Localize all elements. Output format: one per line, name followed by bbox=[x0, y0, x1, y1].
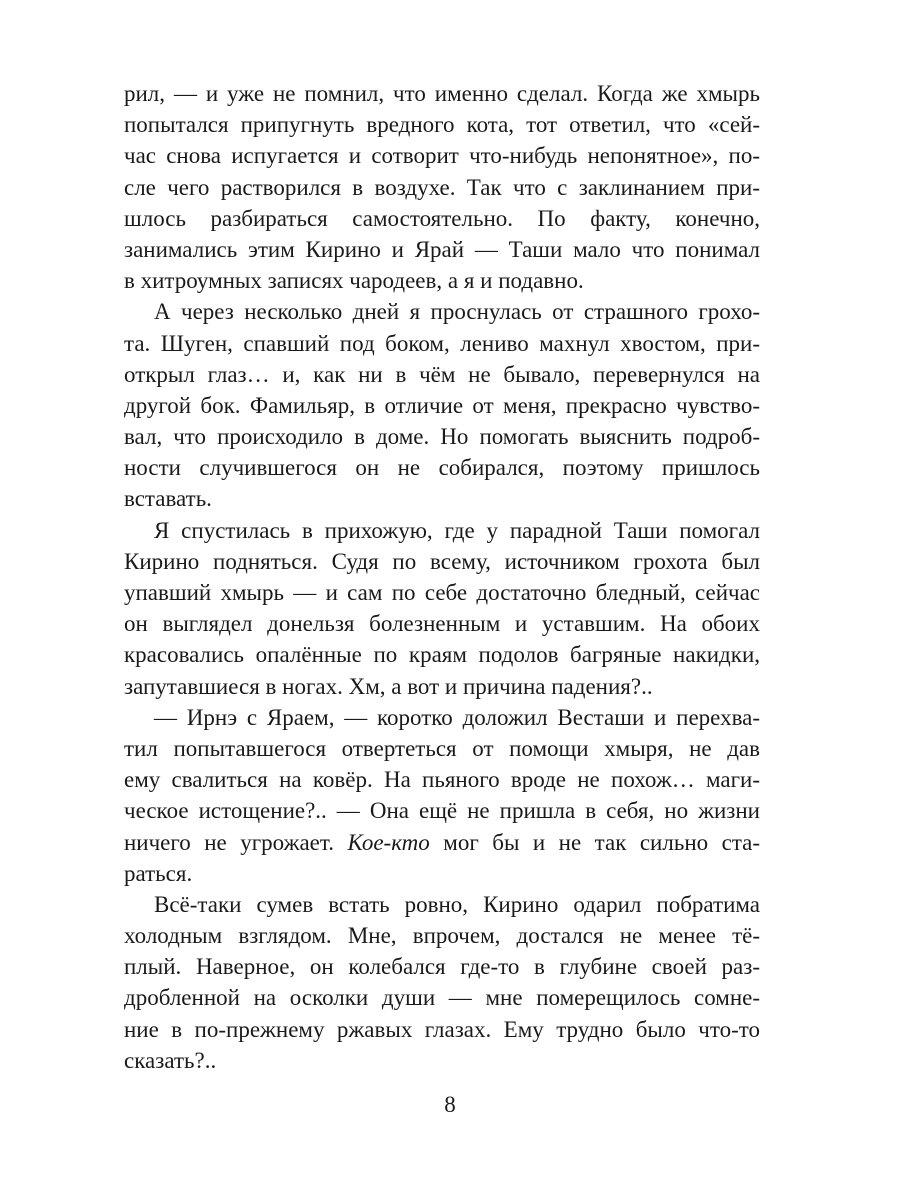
text-line: в хитроумных записях чародеев, а я и подавно. bbox=[124, 268, 584, 294]
text-line: другой бок. Фамильяр, в отличие от меня, прекрасно чувство- bbox=[124, 392, 760, 418]
text-fragment: ничего не угрожает. bbox=[124, 829, 334, 855]
text-line: час снова испугается и сотворит что-нибудь непонятное», по- bbox=[124, 143, 760, 169]
page-number: 8 bbox=[444, 1092, 456, 1117]
text-line: вставать. bbox=[124, 486, 212, 512]
text-line: ему свалиться на ковёр. На пьяного вроде не похож… маги- bbox=[124, 767, 760, 793]
italic-emphasis: Кое-кто bbox=[347, 829, 430, 855]
text-line: ческое истощение?.. — Она ещё не пришла в себя, но жизни bbox=[124, 798, 760, 824]
text-line: сле чего растворился в воздухе. Так что с заклинанием при- bbox=[124, 174, 760, 200]
text-line: Всё-таки сумев встать ровно, Кирино одарил побратима bbox=[154, 891, 760, 917]
text-line: вал, что происходило в доме. Но помогать выяснить подроб- bbox=[124, 424, 760, 450]
text-line: красовались опалённые по краям подолов багряные накидки, bbox=[124, 642, 760, 668]
text-line: сказать?.. bbox=[124, 1047, 217, 1073]
text-line: он выглядел донельзя болезненным и уставшим. На обоих bbox=[124, 611, 760, 637]
text-line-mixed bbox=[124, 827, 760, 858]
text-line: шлось разбираться самостоятельно. По факту, конечно, bbox=[124, 205, 760, 231]
text-line: запутавшиеся в ногах. Хм, а вот и причина падения?.. bbox=[124, 673, 653, 699]
text-line: та. Шуген, спавший под боком, лениво махнул хвостом, при- bbox=[124, 330, 760, 356]
text-line: тил попытавшегося отвертеться от помощи хмыря, не дав bbox=[124, 735, 760, 761]
text-line: — Ирнэ с Яраем, — коротко доложил Весташи и перехва- bbox=[154, 704, 760, 730]
text-line: А через несколько дней я проснулась от страшного грохо- bbox=[154, 299, 760, 325]
text-line: Кирино подняться. Судя по всему, источником грохота был bbox=[124, 548, 760, 574]
text-line: рил, — и уже не помнил, что именно сделал. Когда же хмырь bbox=[124, 81, 760, 106]
text-line: ности случившегося он не собирался, поэтому пришлось bbox=[124, 455, 760, 481]
text-line: дробленной на осколки души — мне померещилось сомне- bbox=[124, 985, 760, 1011]
text-line: открыл глаз… и, как ни в чём не бывало, перевернулся на bbox=[124, 361, 760, 387]
text-line: упавший хмырь — и сам по себе достаточно бледный, сейчас bbox=[124, 580, 760, 605]
text-line: занимались этим Кирино и Ярай — Таши мало что понимал bbox=[124, 236, 760, 262]
text-line: попытался припугнуть вредного кота, тот ответил, что «сей- bbox=[124, 112, 760, 138]
body-text bbox=[124, 78, 760, 1076]
text-line: раться. bbox=[124, 860, 193, 886]
text-line: Я спустилась в прихожую, где у парадной Таши помогал bbox=[154, 517, 760, 543]
text-line: холодным взглядом. Мне, впрочем, достался не менее тё- bbox=[124, 923, 760, 949]
text-line: плый. Наверное, он колебался где-то в глубине своей раз- bbox=[124, 954, 760, 980]
text-line: ние в по-прежнему ржавых глазах. Ему трудно было что-то bbox=[124, 1016, 760, 1042]
text-fragment: мог бы и не так сильно ста- bbox=[443, 829, 761, 855]
